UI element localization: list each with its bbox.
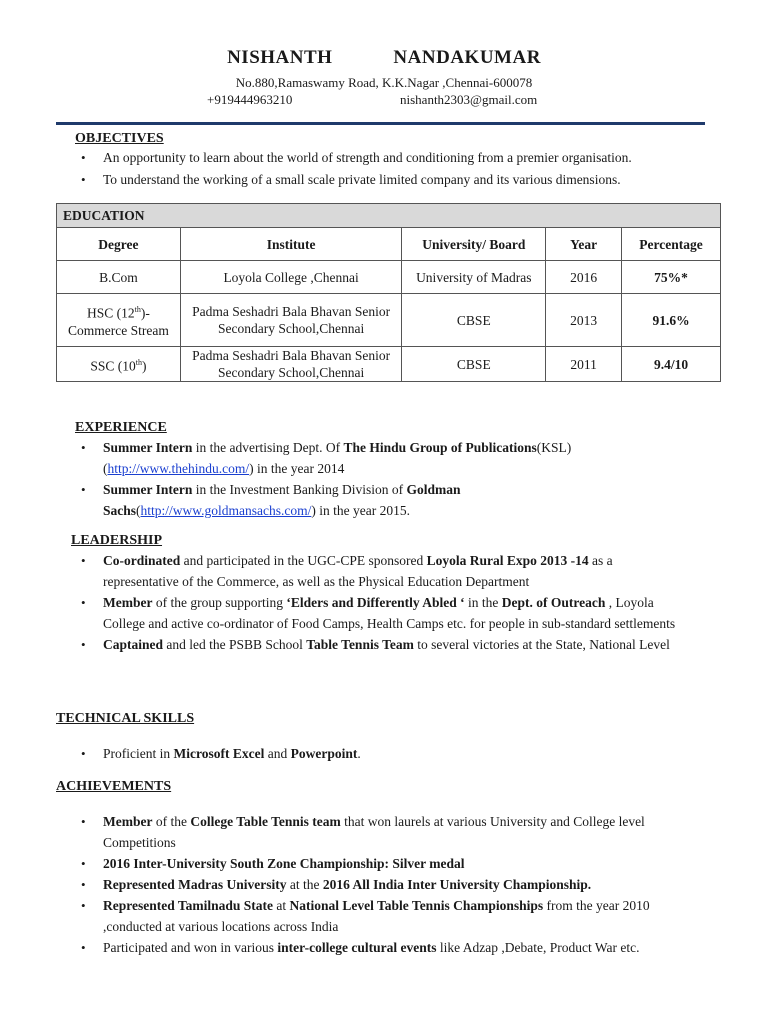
bold-text: inter-college cultural events bbox=[277, 940, 437, 955]
role-text: Summer Intern bbox=[103, 440, 193, 455]
list-item: • To understand the working of a small scale private limited company and its various dimensions. bbox=[75, 169, 715, 191]
column-header: Year bbox=[546, 228, 622, 261]
institute-cell: Padma Seshadri Bala Bhavan Senior Secondary School,Chennai bbox=[180, 347, 402, 382]
goldman-link[interactable]: http://www.goldmansachs.com/ bbox=[140, 503, 312, 518]
plain-text: in the advertising Dept. Of bbox=[192, 440, 344, 455]
degree-text: SSC (10 bbox=[90, 358, 136, 374]
phone-number: +919444963210 bbox=[207, 92, 293, 107]
column-header: Degree bbox=[57, 228, 181, 261]
table-row bbox=[57, 261, 721, 294]
objectives-list bbox=[75, 147, 715, 191]
plain-text: (KSL) bbox=[536, 440, 572, 455]
plain-text: and led the PSBB School bbox=[163, 637, 307, 652]
education-table bbox=[56, 203, 721, 382]
experience-list bbox=[75, 437, 675, 521]
org-text: Goldman Sachs bbox=[103, 482, 461, 518]
bold-text: Represented Madras University bbox=[103, 877, 287, 892]
plain-text: like Adzap ,Debate, Product War etc. bbox=[436, 940, 640, 955]
plain-text: ( bbox=[103, 461, 108, 476]
plain-text: , Loyola College and active co-ordinator of Food Camps, Health Camps etc. for people in sub-standard settlements bbox=[103, 595, 676, 631]
technical-skills-list bbox=[75, 743, 685, 764]
org-text: The Hindu Group of Publications bbox=[343, 440, 537, 455]
achievements-heading: ACHIEVEMENTS bbox=[56, 779, 172, 794]
email-address: nishanth2303@gmail.com bbox=[400, 92, 538, 107]
bold-text: Loyola Rural Expo 2013 -14 bbox=[426, 553, 589, 568]
column-header: Percentage bbox=[622, 228, 721, 261]
education-caption: EDUCATION bbox=[57, 204, 721, 228]
list-item bbox=[75, 811, 690, 853]
list-item bbox=[75, 895, 690, 937]
list-item bbox=[75, 592, 685, 634]
degree-cell bbox=[57, 294, 181, 347]
plain-text: as a representative of the Commerce, as well as the Physical Education Department bbox=[103, 553, 613, 589]
plain-text: ) in the year 2015. bbox=[311, 503, 410, 518]
plain-text: of the group supporting bbox=[152, 595, 287, 610]
degree-superscript: th bbox=[135, 357, 142, 367]
degree-cell bbox=[57, 347, 181, 382]
degree-cell: B.Com bbox=[57, 261, 181, 294]
list-item bbox=[75, 634, 685, 655]
bold-text: 2016 All India Inter University Championship. bbox=[322, 877, 592, 892]
plain-text: at bbox=[273, 898, 290, 913]
table-row bbox=[57, 347, 721, 382]
degree-text-rest: )- Commerce Stream bbox=[67, 305, 169, 338]
bold-text: Powerpoint bbox=[290, 746, 358, 761]
plain-text: at the bbox=[286, 877, 323, 892]
address: No.880,Ramaswamy Road, K.K.Nagar ,Chennai-600078 bbox=[235, 75, 533, 90]
list-item: • An opportunity to learn about the world of strength and conditioning from a premier organisation. bbox=[75, 147, 715, 169]
plain-text: in the Investment Banking Division of bbox=[192, 482, 407, 497]
percentage-cell: 75%* bbox=[622, 261, 721, 294]
plain-text: from the year 2010 ,conducted at various locations across India bbox=[103, 898, 650, 934]
list-item bbox=[75, 937, 690, 958]
year-cell: 2011 bbox=[546, 347, 622, 382]
role-text: Summer Intern bbox=[103, 482, 193, 497]
bold-text: 2016 Inter-University South Zone Championship: Silver medal bbox=[103, 856, 465, 871]
plain-text: to several victories at the State, National Level bbox=[413, 637, 670, 652]
plain-text: ( bbox=[136, 503, 141, 518]
plain-text: of the bbox=[152, 814, 191, 829]
list-item bbox=[75, 874, 690, 895]
list-item bbox=[75, 853, 690, 874]
plain-text: that won laurels at various University and College level Competitions bbox=[103, 814, 645, 850]
bold-text: Table Tennis Team bbox=[306, 637, 414, 652]
table-row bbox=[57, 294, 721, 347]
bold-text: Member bbox=[103, 595, 153, 610]
list-item bbox=[75, 479, 675, 521]
experience-heading: EXPERIENCE bbox=[75, 420, 167, 435]
column-header: University/ Board bbox=[402, 228, 546, 261]
bold-text: Represented Tamilnadu State bbox=[103, 898, 274, 913]
technical-skills-heading: TECHNICAL SKILLS bbox=[56, 711, 195, 726]
percentage-cell: 91.6% bbox=[622, 294, 721, 347]
year-cell: 2016 bbox=[546, 261, 622, 294]
bold-text: College Table Tennis team bbox=[190, 814, 341, 829]
year-cell: 2013 bbox=[546, 294, 622, 347]
plain-text: and participated in the UGC-CPE sponsored bbox=[180, 553, 427, 568]
percentage-cell: 9.4/10 bbox=[622, 347, 721, 382]
hindu-link[interactable]: http://www.thehindu.com/ bbox=[107, 461, 250, 476]
bold-text: Dept. of Outreach bbox=[501, 595, 606, 610]
degree-text: HSC (12 bbox=[86, 305, 135, 321]
objectives-heading: OBJECTIVES bbox=[75, 131, 164, 146]
institute-cell: Loyola College ,Chennai bbox=[180, 261, 402, 294]
bold-text: Co-ordinated bbox=[103, 553, 181, 568]
board-cell: CBSE bbox=[402, 347, 546, 382]
bold-text: Microsoft Excel bbox=[173, 746, 265, 761]
plain-text: Participated and won in various bbox=[103, 940, 278, 955]
bold-text: Member bbox=[103, 814, 153, 829]
leadership-list bbox=[75, 550, 685, 655]
list-item bbox=[75, 437, 675, 479]
bold-text: National Level Table Tennis Championships bbox=[289, 898, 544, 913]
degree-text-rest: ) bbox=[141, 358, 147, 374]
header-divider bbox=[56, 122, 705, 125]
list-item bbox=[75, 550, 685, 592]
plain-text: and bbox=[264, 746, 291, 761]
achievements-list bbox=[75, 811, 690, 958]
list-item bbox=[75, 743, 685, 764]
column-header: Institute bbox=[180, 228, 402, 261]
plain-text: . bbox=[357, 746, 361, 761]
candidate-name: NISHANTH NANDAKUMAR bbox=[227, 47, 541, 68]
institute-cell: Padma Seshadri Bala Bhavan Senior Secondary School,Chennai bbox=[180, 294, 402, 347]
board-cell: University of Madras bbox=[402, 261, 546, 294]
bold-text: Captained bbox=[103, 637, 164, 652]
degree-superscript: th bbox=[134, 305, 141, 315]
board-cell: CBSE bbox=[402, 294, 546, 347]
leadership-heading: LEADERSHIP bbox=[71, 533, 163, 548]
plain-text: Proficient in bbox=[103, 746, 174, 761]
bold-text: ‘Elders and Differently Abled ‘ bbox=[286, 595, 465, 610]
plain-text: ) in the year 2014 bbox=[249, 461, 345, 476]
plain-text: in the bbox=[464, 595, 502, 610]
